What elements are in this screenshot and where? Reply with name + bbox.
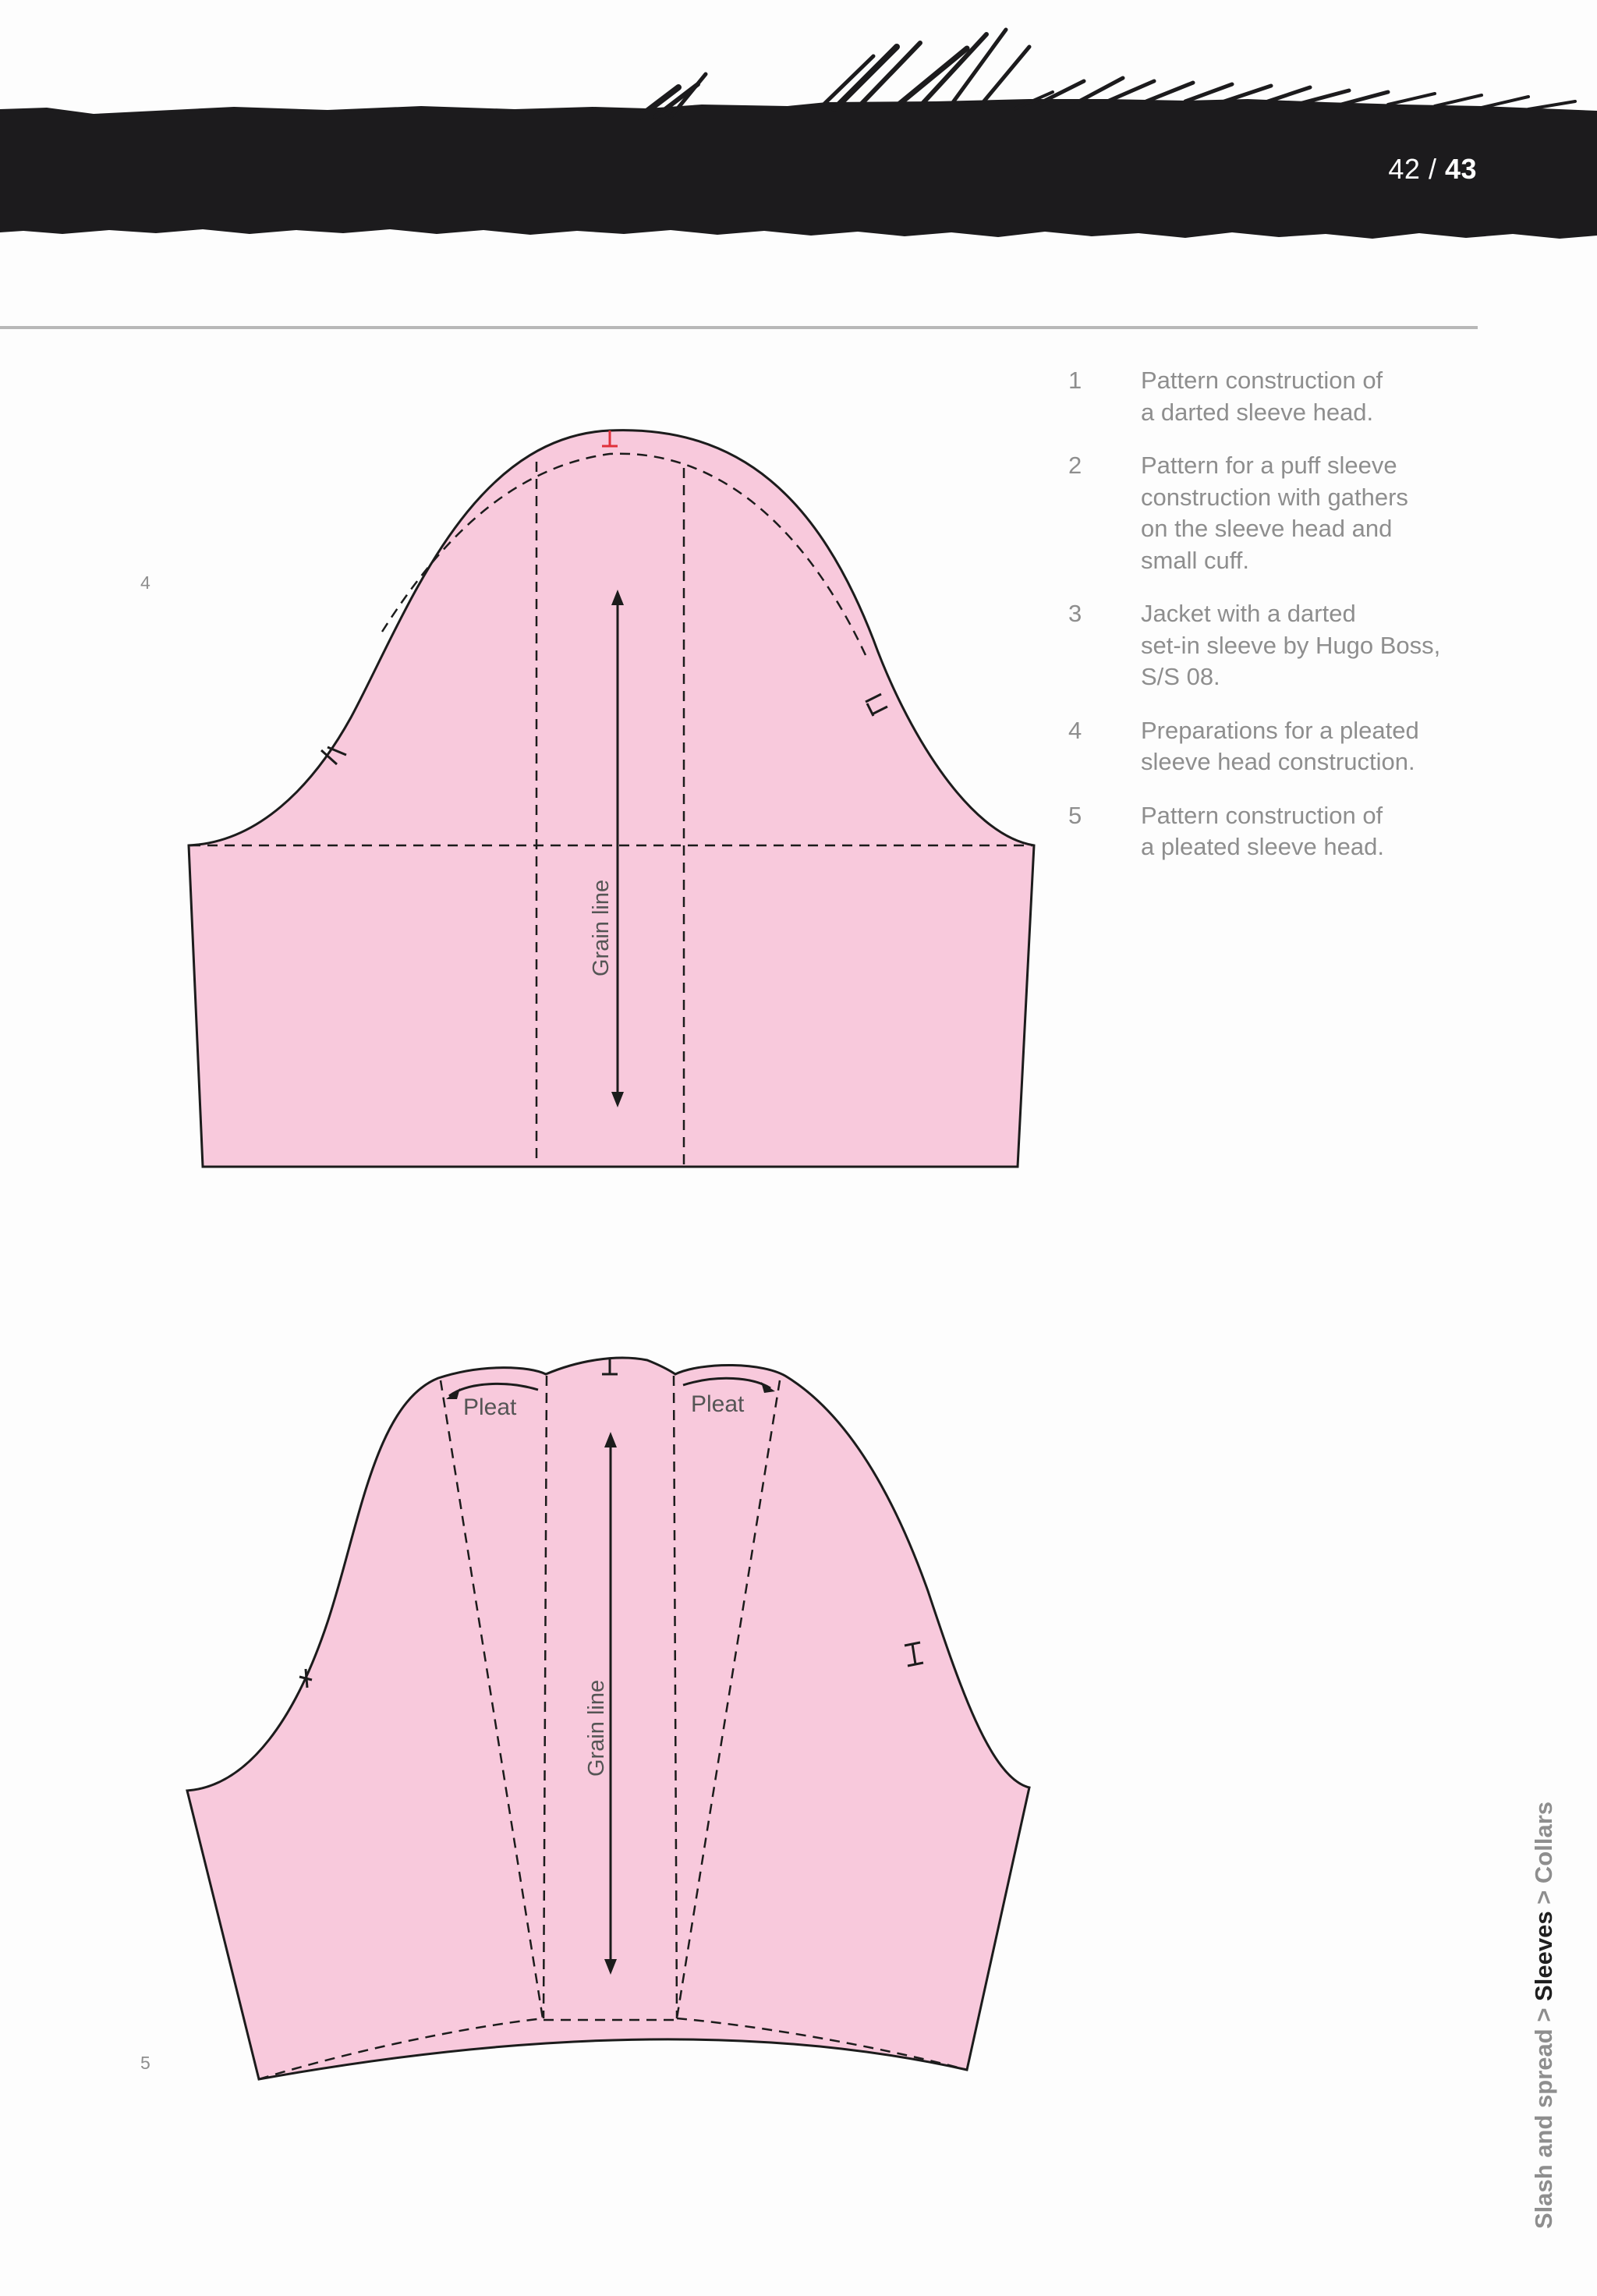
caption-text: Pattern construction of a pleated sleeve head. (1141, 801, 1384, 860)
figure-5-label: 5 (140, 2053, 150, 2073)
caption-number: 5 (1068, 801, 1082, 829)
figure-4-label: 4 (140, 572, 150, 593)
caption-4 (1068, 715, 1567, 778)
caption-3 (1068, 598, 1567, 693)
header-brush-stroke (0, 0, 1597, 250)
caption-5 (1068, 800, 1567, 863)
page-number-separator: / (1420, 153, 1445, 185)
caption-number: 1 (1068, 367, 1082, 394)
figure-5-pleated-sleeve-pattern (0, 1295, 1061, 2090)
caption-text: Pattern for a puff sleeve construction with gathers on the sleeve head and small cuff. (1141, 452, 1408, 574)
breadcrumb-next[interactable]: Collars (1530, 1801, 1557, 1884)
caption-1 (1068, 365, 1567, 428)
pleat-label-left: Pleat (463, 1394, 517, 1420)
grain-line-label: Grain line (584, 1679, 609, 1777)
caption-text: Pattern construction of a darted sleeve head. (1141, 367, 1383, 426)
caption-number: 2 (1068, 452, 1082, 479)
caption-number: 4 (1068, 716, 1082, 744)
page-number-right: 43 (1444, 153, 1477, 185)
breadcrumb-current[interactable]: Sleeves (1530, 1911, 1557, 2001)
page-number-left: 42 (1388, 153, 1421, 185)
breadcrumb-separator: > (1530, 2000, 1557, 2029)
caption-text: Jacket with a darted set-in sleeve by Hugo Boss, S/S 08. (1141, 600, 1441, 690)
caption-number: 3 (1068, 600, 1082, 627)
pleat-label-right: Pleat (691, 1391, 745, 1417)
caption-list (1068, 365, 1567, 885)
page-number (1388, 153, 1477, 186)
notch-left-cap (306, 1669, 307, 1688)
breadcrumb-prev[interactable]: Slash and spread (1530, 2028, 1557, 2229)
breadcrumb-separator: > (1530, 1883, 1557, 1912)
header-rule (0, 326, 1478, 329)
caption-2 (1068, 450, 1567, 576)
section-breadcrumb (1530, 1802, 1558, 2229)
grain-line-label: Grain line (589, 879, 614, 976)
figure-4-pleated-prep-pattern (0, 374, 1061, 1193)
caption-text: Preparations for a pleated sleeve head construction. (1141, 716, 1419, 775)
sleeve-outline (189, 430, 1034, 1167)
